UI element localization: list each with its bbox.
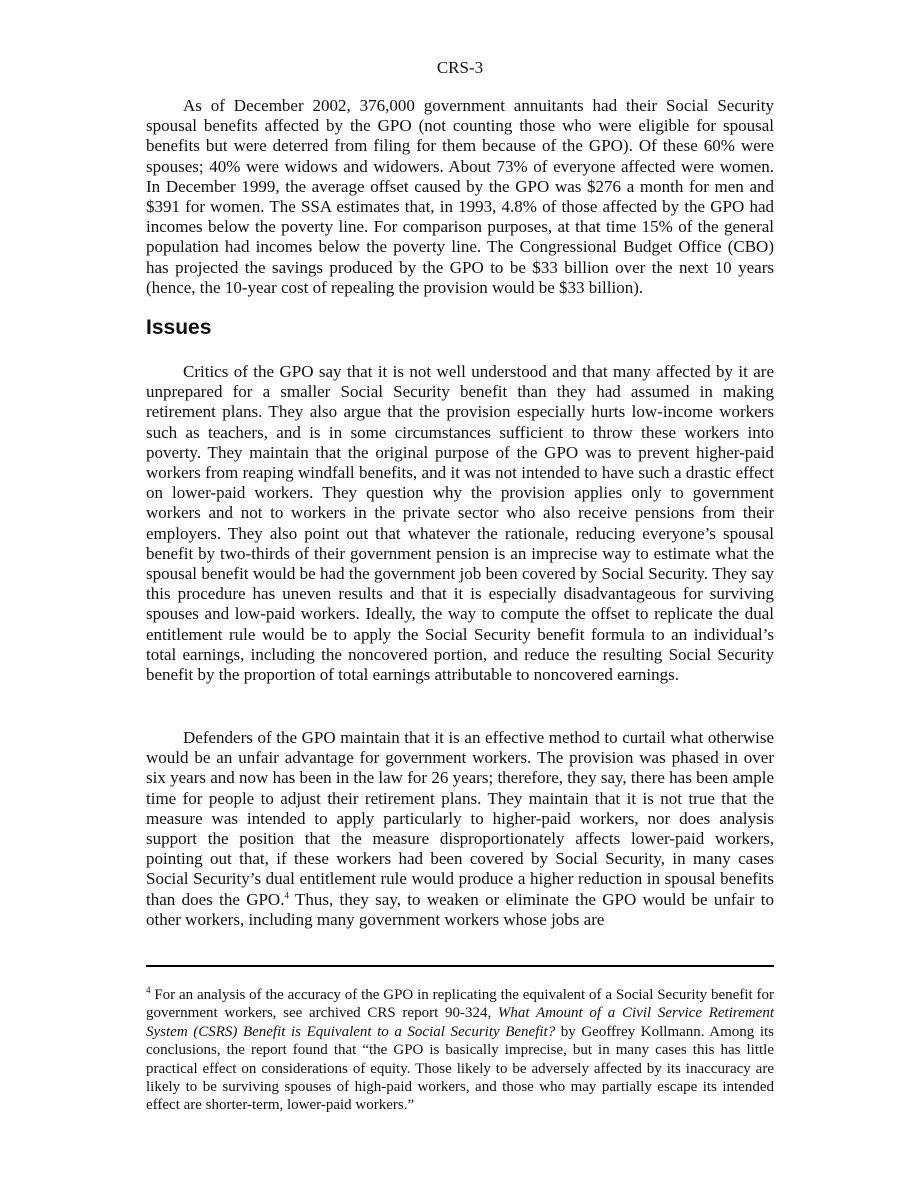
- paragraph-text: As of December 2002, 376,000 government annuitants had their Social Security spousal benefits affected by the GPO (not counting those who were eligible for spousal benefits but were deterred from filing for them because of the GPO). Of these 60% were spouses; 40% were widows and widowers. About 73% of everyone affected were women. In December 1999, the average offset caused by the GPO was $276 a month for men and $391 for women. The SSA estimates that, in 1993, 4.8% of those affected by the GPO had incomes below the poverty line. For comparison purposes, at that time 15% of the general population had incomes below the poverty line. The Congressional Budget Office (CBO) has projected the savings produced by the GPO to be $33 billion over the next 10 years (hence, the 10-year cost of repealing the provision would be $33 billion).: [146, 96, 774, 297]
- paragraph-gpo-statistics: [146, 96, 774, 298]
- section-heading-issues: Issues: [146, 316, 212, 339]
- paragraph-text: [146, 728, 774, 930]
- paragraph-defenders: [146, 728, 774, 930]
- page-number-header: CRS-3: [436, 58, 484, 77]
- footnote-reference[interactable]: 4: [284, 889, 289, 900]
- paragraph-text: Critics of the GPO say that it is not well understood and that many affected by it are unprepared for a smaller Social Security benefit than they had assumed in making retirement plans. They also argue that the provision especially hurts low-income workers such as teachers, and is in some circumstances sufficient to throw these workers into poverty. They maintain that the original purpose of the GPO was to prevent higher-paid workers from reaping windfall benefits, and it was not intended to have such a drastic effect on lower-paid workers. They question why the provision applies only to government workers and not to workers in the private sector who also receive pensions from their employers. They also point out that whatever the rationale, reducing everyone’s spousal benefit by two-thirds of their government pension is an imprecise way to estimate what the spousal benefit would be had the government job been covered by Social Security. They say this procedure has uneven results and that it is especially disadvantageous for surviving spouses and low-paid workers. Ideally, the way to compute the offset to replicate the dual entitlement rule would be to apply the Social Security benefit formula to an individual’s total earnings, including the noncovered portion, and reduce the resulting Social Security benefit by the proportion of total earnings attributable to noncovered earnings.: [146, 362, 774, 685]
- footnote-report-title: What Amount of a Civil Service Retirement System (CSRS) Benefit is Equivalent to a Social Security Benefit?: [146, 1005, 774, 1040]
- paragraph-text-part: Defenders of the GPO maintain that it is an effective method to curtail what otherwise would be an unfair advantage for government workers. The provision was phased in over six years and now has been in the law for 26 years; therefore, they say, there has been ample time for people to adjust their retirement plans. They maintain that it is not true that the measure was intended to apply particularly to higher-paid workers, nor does analysis support the position that the measure disproportionately affects lower-paid workers, pointing out that, if these workers had been covered by Social Security, in many cases Social Security’s dual entitlement rule would produce a higher reduction in spousal benefits than does the GPO.: [146, 728, 774, 909]
- footnote-text: by Geoffrey Kollmann. Among its conclusions, the report found that “the GPO is basically imprecise, but in many cases this has little practical effect on considerations of equity. Those likely to be adversely affected by its inaccuracy are likely to be surviving spouses of high-paid workers, and those who may partially escape its intended effect are shorter-term, lower-paid workers.”: [146, 1023, 775, 1114]
- footnote-number: 4: [146, 985, 151, 995]
- footnote-4: [146, 986, 774, 1115]
- paragraph-text-part: Thus, they say, to weaken or eliminate the GPO would be unfair to other workers, including many government workers whose jobs are: [146, 889, 774, 929]
- paragraph-critics: [146, 362, 774, 685]
- footnote-text: For an analysis of the accuracy of the GPO in replicating the equivalent of a Social Security benefit for government workers, see archived CRS report 90-324,: [146, 987, 774, 1022]
- footnote-separator: [146, 965, 774, 967]
